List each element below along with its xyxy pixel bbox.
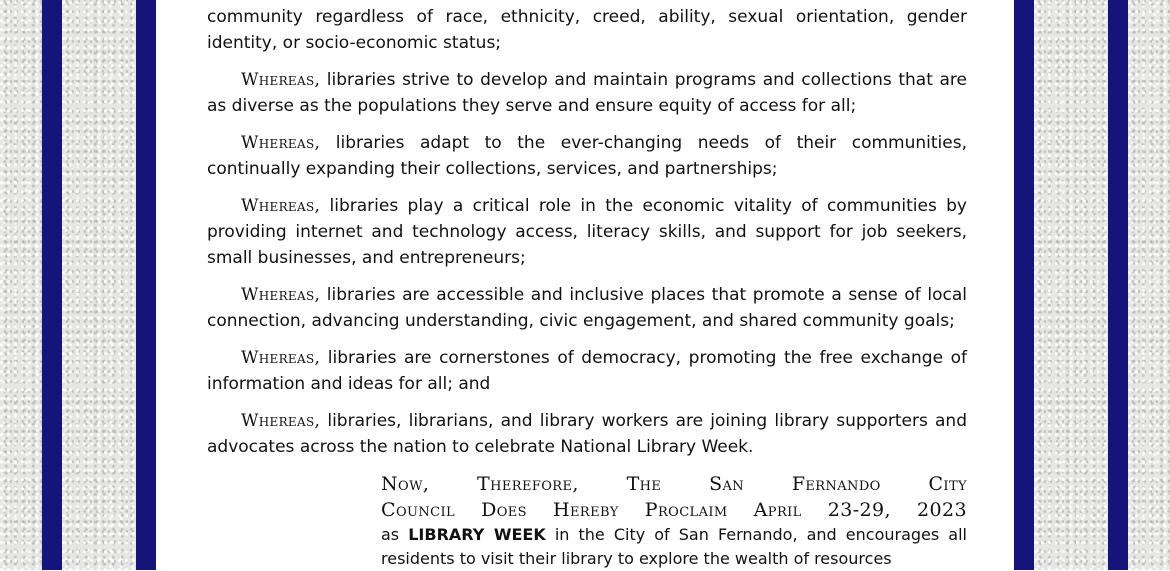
opening-fragment: community regardless of race, ethnicity, creed, ability, sexual orientation, gender identity, or socio-economic status; [207,7,967,53]
clause-text: libraries are accessible and inclusive places that promote a sense of local connection, advancing understanding, civic engagement, and shared community goals; [207,285,967,331]
whereas-keyword: Whereas, [241,196,321,216]
whereas-keyword: Whereas, [241,70,321,90]
clause-text: libraries strive to develop and maintain programs and collections that are as diverse as the populations they serve and ensure equity of access for all; [207,70,967,116]
whereas-keyword: Whereas, [241,133,321,153]
proclamation-heading-line-2: Council Does Hereby Proclaim April 23-29, 2023 [381,499,967,521]
clause-text: libraries are cornerstones of democracy, promoting the free exchange of information and ideas for all; and [207,348,967,394]
navy-stripe-left-inner [136,0,156,570]
marble-border-right-inner [1034,0,1108,570]
library-week-emphasis: LIBRARY WEEK [408,525,546,544]
proclamation-page [166,0,1004,570]
whereas-clause-1 [207,67,967,119]
border-gap-left [156,0,166,570]
whereas-clause-5 [207,345,967,397]
whereas-keyword: Whereas, [241,285,321,305]
whereas-clause-4 [207,282,967,334]
whereas-clause-3 [207,193,967,271]
body-prefix: as [381,525,409,544]
whereas-keyword: Whereas, [241,348,321,368]
whereas-clause-6 [207,408,967,460]
clause-text: libraries adapt to the ever-changing needs of their communities, continually expanding their collections, services, and partnerships; [207,133,967,179]
navy-stripe-left-outer [42,0,62,570]
clause-text: libraries, librarians, and library workers are joining library supporters and advocates across the nation to celebrate National Library Week. [207,411,967,457]
border-gap-right [1004,0,1014,570]
marble-border-left-outer [0,0,42,570]
whereas-clause-2 [207,130,967,182]
navy-stripe-right-outer [1108,0,1128,570]
proclamation-text [207,4,967,571]
navy-stripe-right-inner [1014,0,1034,570]
marble-border-right-outer [1128,0,1170,570]
clause-text: libraries play a critical role in the economic vitality of communities by providing internet and technology access, literacy skills, and support for job seekers, small businesses, and entrepreneurs; [207,196,967,268]
proclamation-heading-line-1: Now, Therefore, The San Fernando City [381,473,967,495]
marble-border-left-inner [62,0,136,570]
proclamation-body [381,523,967,571]
proclamation-block [381,471,967,571]
body-rest: in the City of San Fernando, and encourages all residents to visit their library to explore the wealth of resources [381,525,967,568]
whereas-keyword: Whereas, [241,411,321,431]
